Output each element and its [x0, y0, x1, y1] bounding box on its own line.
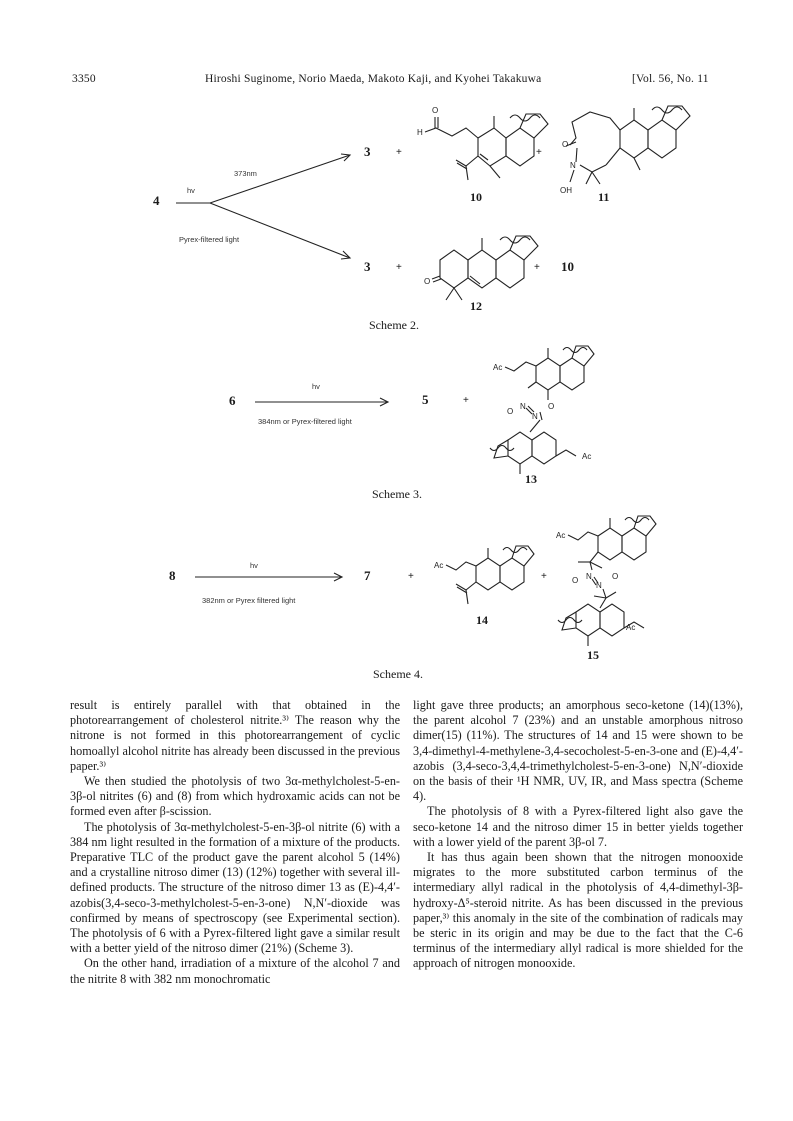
plus-sign: + [536, 147, 542, 158]
scheme4-product-14: 14 [476, 613, 488, 627]
scheme2-lower-condition: Pyrex-filtered light [179, 235, 240, 244]
scheme3-product-5: 5 [422, 392, 429, 407]
scheme4-product-15: 15 [587, 648, 599, 662]
plus-sign: + [396, 262, 402, 273]
scheme2-product-11: 11 [598, 190, 610, 204]
paragraph: We then studied the photolysis of two 3α-methylcholest-5-en-3β-ol nitrites (6) and (8) from which hydroxamic acids can not be formed even after β-scission. [70, 774, 400, 819]
svg-text:Ac: Ac [493, 363, 503, 372]
scheme2-product-10: 10 [470, 190, 482, 204]
plus-sign: + [463, 395, 469, 406]
scheme2-hv: hv [187, 186, 195, 195]
scheme-2-caption: Scheme 2. [369, 318, 419, 332]
plus-sign: + [396, 147, 402, 158]
svg-text:Ac: Ac [434, 561, 444, 570]
svg-text:O: O [612, 572, 619, 581]
svg-text:OH: OH [560, 186, 572, 195]
paragraph: light gave three products; an amorphous seco-ketone (14)(13%), the parent alcohol 7 (23%) and an unstable amorphous nitroso dimer(15) (11%). The structures of 14 and 15 were shown to be 3,4-dimethyl-4-methylene-3,4-secocholest-5-en-3-one and (E)-4,4′-azobis (3,4-seco-3,4,4-trimethylcholest-5-en-3-one) N,N′-dioxide on the basis of their ¹H NMR, UV, IR, and Mass spectra (Scheme 4). [413, 698, 743, 804]
svg-text:H: H [417, 128, 423, 137]
scheme2-lower-product-3: 3 [364, 259, 371, 274]
svg-text:Ac: Ac [556, 531, 566, 540]
scheme2-product-12: 12 [470, 299, 482, 313]
page-number: 3350 [72, 73, 96, 85]
left-text-column [70, 698, 400, 987]
svg-text:N: N [586, 572, 592, 581]
paragraph: It has thus again been shown that the nitrogen monooxide migrates to the more substituted carbon terminus of the intermediary allyl radical in the photolysis of 4,4-dimethyl-3β-hydroxy-Δ⁵-steroid nitrite. As has been discussed in the previous paper,³⁾ this anomaly in the site of the combination of radicals may be steric in its origin and may be due to the fact that the C-6 terminus of the intermediary allyl radical is more shielded for the approach of nitrogen monooxide. [413, 850, 743, 971]
right-text-column [413, 698, 743, 972]
scheme2-lower-product-10: 10 [561, 259, 574, 274]
scheme4-reactant-label: 8 [169, 568, 176, 583]
scheme4-product-7: 7 [364, 568, 371, 583]
svg-text:O: O [562, 140, 569, 149]
scheme2-upper-condition: 373nm [234, 169, 257, 178]
svg-text:N: N [570, 161, 576, 170]
running-authors: Hiroshi Suginome, Norio Maeda, Makoto Kaji, and Kyohei Takakuwa [205, 73, 542, 85]
paragraph: The photolysis of 3α-methylcholest-5-en-3β-ol nitrite (6) with a 384 nm light resulted in the formation of a mixture of the products. Preparative TLC of the product gave the parent alcohol 5 (14%) and a crystalline nitroso dimer (13) (12%) together with several ill-defined products. The structure of the nitroso dimer 13 as (E)-4,4′-azobis(3,4-seco-3-methylcholest-5-en-3-one) N,N′-dioxide was confirmed by means of spectroscopy (see Experimental section). The photolysis of 6 with a Pyrex-filtered light gave a similar result with a better yield of the nitroso dimer (21%) (Scheme 3). [70, 819, 400, 956]
plus-sign: + [408, 571, 414, 582]
plus-sign: + [534, 262, 540, 273]
svg-text:Ac: Ac [626, 623, 636, 632]
svg-text:O: O [432, 106, 439, 115]
svg-text:O: O [424, 277, 431, 286]
svg-text:O: O [572, 576, 579, 585]
scheme3-hv: hv [312, 382, 320, 391]
plus-sign: + [541, 571, 547, 582]
paragraph: result is entirely parallel with that obtained in the photorearrangement of cholesterol nitrite.³⁾ The reason why the nitrone is not formed in this photorearrangement of cyclic homoallyl alcohol nitrite has already been discussed in the previous paper.³⁾ [70, 698, 400, 773]
scheme3-product-13: 13 [525, 472, 537, 486]
scheme-3-caption: Scheme 3. [372, 487, 422, 501]
svg-text:O: O [548, 402, 555, 411]
scheme2-reactant-label: 4 [153, 193, 160, 208]
paragraph: On the other hand, irradiation of a mixture of the alcohol 7 and the nitrite 8 with 382 nm monochromatic [70, 956, 400, 986]
svg-text:O: O [507, 407, 514, 416]
scheme4-hv: hv [250, 561, 258, 570]
journal-volume: [Vol. 56, No. 11 [632, 73, 709, 85]
svg-text:N: N [596, 581, 602, 590]
scheme3-reactant-label: 6 [229, 393, 236, 408]
svg-text:Ac: Ac [582, 452, 592, 461]
svg-text:N: N [532, 412, 538, 421]
scheme-4-caption: Scheme 4. [373, 667, 423, 681]
svg-text:N: N [520, 402, 526, 411]
scheme2-upper-product-3: 3 [364, 144, 371, 159]
paragraph: The photolysis of 8 with a Pyrex-filtered light also gave the seco-ketone 14 and the nitroso dimer 15 in better yields together with a lower yield of the parent 3β-ol 7. [413, 804, 743, 849]
scheme3-condition: 384nm or Pyrex-filtered light [258, 417, 352, 426]
scheme4-condition: 382nm or Pyrex filtered light [202, 596, 296, 605]
